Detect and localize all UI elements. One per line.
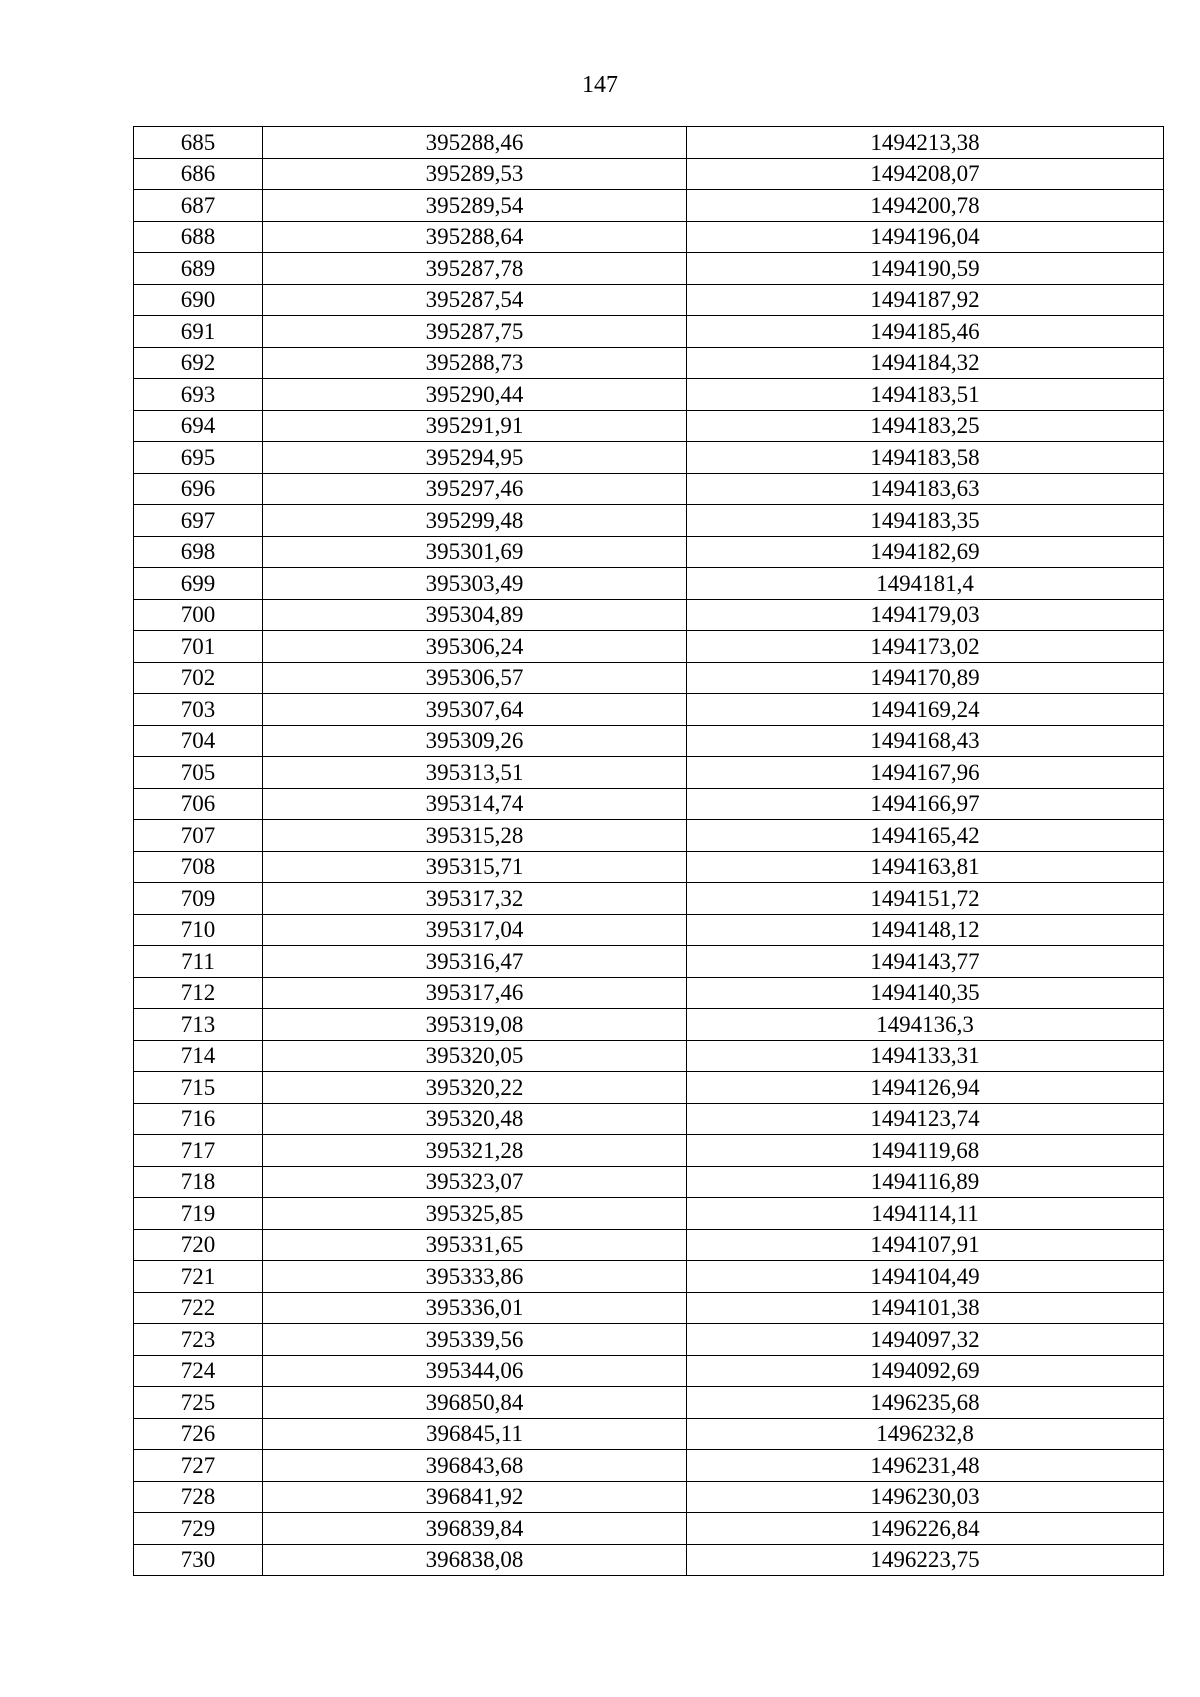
point-number-cell: 700	[134, 599, 263, 631]
y-coordinate-cell: 1494170,89	[687, 662, 1164, 694]
point-number-cell: 687	[134, 190, 263, 222]
x-coordinate-cell: 395321,28	[263, 1135, 687, 1167]
y-coordinate-cell: 1494167,96	[687, 757, 1164, 789]
point-number-cell: 701	[134, 631, 263, 663]
point-number-cell: 707	[134, 820, 263, 852]
x-coordinate-cell: 395317,46	[263, 977, 687, 1009]
y-coordinate-cell: 1494183,35	[687, 505, 1164, 537]
point-number-cell: 712	[134, 977, 263, 1009]
point-number-cell: 702	[134, 662, 263, 694]
point-number-cell: 729	[134, 1513, 263, 1545]
y-coordinate-cell: 1496232,8	[687, 1418, 1164, 1450]
point-number-cell: 730	[134, 1544, 263, 1576]
point-number-cell: 689	[134, 253, 263, 285]
point-number-cell: 721	[134, 1261, 263, 1293]
y-coordinate-cell: 1494183,25	[687, 410, 1164, 442]
x-coordinate-cell: 395315,28	[263, 820, 687, 852]
y-coordinate-cell: 1494136,3	[687, 1009, 1164, 1041]
point-number-cell: 703	[134, 694, 263, 726]
y-coordinate-cell: 1494190,59	[687, 253, 1164, 285]
x-coordinate-cell: 395336,01	[263, 1292, 687, 1324]
table-row	[134, 1450, 1164, 1482]
x-coordinate-cell: 396843,68	[263, 1450, 687, 1482]
point-number-cell: 697	[134, 505, 263, 537]
table-row	[134, 1418, 1164, 1450]
x-coordinate-cell: 395315,71	[263, 851, 687, 883]
x-coordinate-cell: 395314,74	[263, 788, 687, 820]
point-number-cell: 715	[134, 1072, 263, 1104]
x-coordinate-cell: 395306,24	[263, 631, 687, 663]
point-number-cell: 720	[134, 1229, 263, 1261]
x-coordinate-cell: 395289,54	[263, 190, 687, 222]
point-number-cell: 713	[134, 1009, 263, 1041]
point-number-cell: 724	[134, 1355, 263, 1387]
y-coordinate-cell: 1494169,24	[687, 694, 1164, 726]
y-coordinate-cell: 1494166,97	[687, 788, 1164, 820]
point-number-cell: 710	[134, 914, 263, 946]
y-coordinate-cell: 1494140,35	[687, 977, 1164, 1009]
table-row	[134, 158, 1164, 190]
point-number-cell: 719	[134, 1198, 263, 1230]
point-number-cell: 709	[134, 883, 263, 915]
table-row	[134, 788, 1164, 820]
y-coordinate-cell: 1496231,48	[687, 1450, 1164, 1482]
y-coordinate-cell: 1496223,75	[687, 1544, 1164, 1576]
x-coordinate-cell: 396839,84	[263, 1513, 687, 1545]
point-number-cell: 690	[134, 284, 263, 316]
point-number-cell: 699	[134, 568, 263, 600]
point-number-cell: 723	[134, 1324, 263, 1356]
x-coordinate-cell: 395320,22	[263, 1072, 687, 1104]
table-row	[134, 568, 1164, 600]
point-number-cell: 693	[134, 379, 263, 411]
point-number-cell: 705	[134, 757, 263, 789]
point-number-cell: 717	[134, 1135, 263, 1167]
table-row	[134, 662, 1164, 694]
page-number: 147	[582, 72, 618, 98]
y-coordinate-cell: 1496230,03	[687, 1481, 1164, 1513]
table-row	[134, 883, 1164, 915]
point-number-cell: 726	[134, 1418, 263, 1450]
table-row	[134, 1166, 1164, 1198]
x-coordinate-cell: 395333,86	[263, 1261, 687, 1293]
y-coordinate-cell: 1494200,78	[687, 190, 1164, 222]
y-coordinate-cell: 1494179,03	[687, 599, 1164, 631]
y-coordinate-cell: 1494163,81	[687, 851, 1164, 883]
table-row	[134, 946, 1164, 978]
x-coordinate-cell: 395287,78	[263, 253, 687, 285]
x-coordinate-cell: 395297,46	[263, 473, 687, 505]
x-coordinate-cell: 395287,75	[263, 316, 687, 348]
table-row	[134, 1355, 1164, 1387]
point-number-cell: 706	[134, 788, 263, 820]
point-number-cell: 714	[134, 1040, 263, 1072]
table-row	[134, 977, 1164, 1009]
table-row	[134, 631, 1164, 663]
x-coordinate-cell: 395313,51	[263, 757, 687, 789]
x-coordinate-cell: 395317,32	[263, 883, 687, 915]
x-coordinate-cell: 395288,64	[263, 221, 687, 253]
point-number-cell: 722	[134, 1292, 263, 1324]
coordinates-table-body	[134, 127, 1164, 1576]
y-coordinate-cell: 1494097,32	[687, 1324, 1164, 1356]
y-coordinate-cell: 1494114,11	[687, 1198, 1164, 1230]
y-coordinate-cell: 1496235,68	[687, 1387, 1164, 1419]
y-coordinate-cell: 1494148,12	[687, 914, 1164, 946]
table-row	[134, 914, 1164, 946]
point-number-cell: 716	[134, 1103, 263, 1135]
y-coordinate-cell: 1494126,94	[687, 1072, 1164, 1104]
table-row	[134, 1009, 1164, 1041]
table-row	[134, 284, 1164, 316]
x-coordinate-cell: 395287,54	[263, 284, 687, 316]
y-coordinate-cell: 1494119,68	[687, 1135, 1164, 1167]
point-number-cell: 688	[134, 221, 263, 253]
table-row	[134, 536, 1164, 568]
y-coordinate-cell: 1494208,07	[687, 158, 1164, 190]
x-coordinate-cell: 395331,65	[263, 1229, 687, 1261]
x-coordinate-cell: 395306,57	[263, 662, 687, 694]
point-number-cell: 691	[134, 316, 263, 348]
y-coordinate-cell: 1494184,32	[687, 347, 1164, 379]
point-number-cell: 686	[134, 158, 263, 190]
x-coordinate-cell: 395317,04	[263, 914, 687, 946]
point-number-cell: 725	[134, 1387, 263, 1419]
point-number-cell: 708	[134, 851, 263, 883]
x-coordinate-cell: 395290,44	[263, 379, 687, 411]
table-row	[134, 253, 1164, 285]
x-coordinate-cell: 395320,05	[263, 1040, 687, 1072]
y-coordinate-cell: 1494151,72	[687, 883, 1164, 915]
table-row	[134, 127, 1164, 159]
y-coordinate-cell: 1494123,74	[687, 1103, 1164, 1135]
table-row	[134, 1135, 1164, 1167]
y-coordinate-cell: 1494143,77	[687, 946, 1164, 978]
x-coordinate-cell: 395288,73	[263, 347, 687, 379]
table-row	[134, 505, 1164, 537]
x-coordinate-cell: 395294,95	[263, 442, 687, 474]
y-coordinate-cell: 1494183,63	[687, 473, 1164, 505]
x-coordinate-cell: 395301,69	[263, 536, 687, 568]
table-row	[134, 347, 1164, 379]
x-coordinate-cell: 396838,08	[263, 1544, 687, 1576]
table-row	[134, 1324, 1164, 1356]
table-row	[134, 1198, 1164, 1230]
table-row	[134, 1261, 1164, 1293]
table-row	[134, 1544, 1164, 1576]
table-row	[134, 851, 1164, 883]
table-row	[134, 820, 1164, 852]
point-number-cell: 728	[134, 1481, 263, 1513]
table-row	[134, 1103, 1164, 1135]
y-coordinate-cell: 1494173,02	[687, 631, 1164, 663]
y-coordinate-cell: 1494168,43	[687, 725, 1164, 757]
y-coordinate-cell: 1494165,42	[687, 820, 1164, 852]
x-coordinate-cell: 395344,06	[263, 1355, 687, 1387]
x-coordinate-cell: 395288,46	[263, 127, 687, 159]
y-coordinate-cell: 1494107,91	[687, 1229, 1164, 1261]
y-coordinate-cell: 1494213,38	[687, 127, 1164, 159]
coordinates-table	[133, 126, 1164, 1576]
x-coordinate-cell: 395303,49	[263, 568, 687, 600]
table-row	[134, 1387, 1164, 1419]
x-coordinate-cell: 395325,85	[263, 1198, 687, 1230]
point-number-cell: 695	[134, 442, 263, 474]
point-number-cell: 711	[134, 946, 263, 978]
table-row	[134, 1292, 1164, 1324]
x-coordinate-cell: 395309,26	[263, 725, 687, 757]
x-coordinate-cell: 395316,47	[263, 946, 687, 978]
point-number-cell: 696	[134, 473, 263, 505]
x-coordinate-cell: 395289,53	[263, 158, 687, 190]
point-number-cell: 718	[134, 1166, 263, 1198]
table-row	[134, 221, 1164, 253]
x-coordinate-cell: 395299,48	[263, 505, 687, 537]
table-row	[134, 316, 1164, 348]
point-number-cell: 698	[134, 536, 263, 568]
point-number-cell: 704	[134, 725, 263, 757]
y-coordinate-cell: 1494092,69	[687, 1355, 1164, 1387]
y-coordinate-cell: 1496226,84	[687, 1513, 1164, 1545]
x-coordinate-cell: 396841,92	[263, 1481, 687, 1513]
x-coordinate-cell: 395291,91	[263, 410, 687, 442]
y-coordinate-cell: 1494183,51	[687, 379, 1164, 411]
table-row	[134, 1481, 1164, 1513]
y-coordinate-cell: 1494183,58	[687, 442, 1164, 474]
x-coordinate-cell: 396845,11	[263, 1418, 687, 1450]
point-number-cell: 692	[134, 347, 263, 379]
table-row	[134, 1513, 1164, 1545]
table-row	[134, 599, 1164, 631]
point-number-cell: 727	[134, 1450, 263, 1482]
point-number-cell: 694	[134, 410, 263, 442]
x-coordinate-cell: 395307,64	[263, 694, 687, 726]
y-coordinate-cell: 1494104,49	[687, 1261, 1164, 1293]
x-coordinate-cell: 396850,84	[263, 1387, 687, 1419]
table-row	[134, 442, 1164, 474]
table-row	[134, 379, 1164, 411]
y-coordinate-cell: 1494181,4	[687, 568, 1164, 600]
table-row	[134, 757, 1164, 789]
point-number-cell: 685	[134, 127, 263, 159]
table-row	[134, 473, 1164, 505]
y-coordinate-cell: 1494185,46	[687, 316, 1164, 348]
y-coordinate-cell: 1494196,04	[687, 221, 1164, 253]
table-row	[134, 725, 1164, 757]
x-coordinate-cell: 395323,07	[263, 1166, 687, 1198]
x-coordinate-cell: 395319,08	[263, 1009, 687, 1041]
y-coordinate-cell: 1494116,89	[687, 1166, 1164, 1198]
x-coordinate-cell: 395304,89	[263, 599, 687, 631]
y-coordinate-cell: 1494133,31	[687, 1040, 1164, 1072]
x-coordinate-cell: 395320,48	[263, 1103, 687, 1135]
table-row	[134, 1229, 1164, 1261]
table-row	[134, 1072, 1164, 1104]
table-row	[134, 694, 1164, 726]
y-coordinate-cell: 1494182,69	[687, 536, 1164, 568]
y-coordinate-cell: 1494101,38	[687, 1292, 1164, 1324]
table-row	[134, 410, 1164, 442]
x-coordinate-cell: 395339,56	[263, 1324, 687, 1356]
table-row	[134, 1040, 1164, 1072]
y-coordinate-cell: 1494187,92	[687, 284, 1164, 316]
table-row	[134, 190, 1164, 222]
